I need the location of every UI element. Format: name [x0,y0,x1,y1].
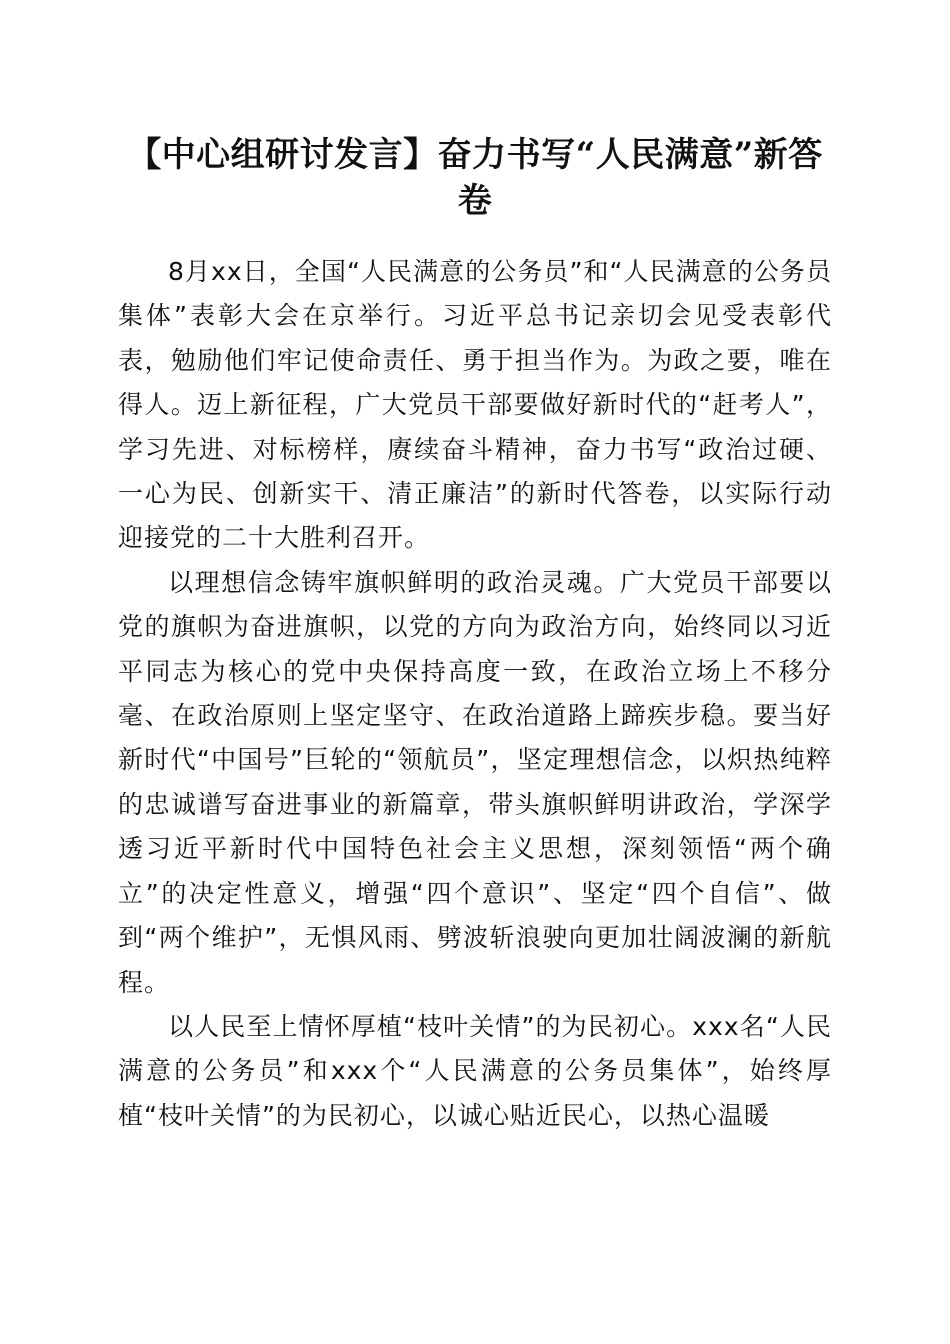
paragraph-2: 以理想信念铸牢旗帜鲜明的政治灵魂。广大党员干部要以党的旗帜为奋进旗帜，以党的方向为政治方向，始终同以习近平同志为核心的党中央保持高度一致，在政治立场上不移分毫、在政治原则上坚定坚守、在政治道路上蹄疾步稳。要当好新时代“中国号”巨轮的“领航员”，坚定理想信念，以炽热纯粹的忠诚谱写奋进事业的新篇章，带头旗帜鲜明讲政治，学深学透习近平新时代中国特色社会主义思想，深刻领悟“两个确立”的决定性意义，增强“四个意识”、坚定“四个自信”、做到“两个维护”，无惧风雨、劈波斩浪驶向更加壮阔波澜的新航程。 [118,567,832,997]
document-title: 【中心组研讨发言】奋力书写“人民满意”新答卷 [127,135,823,221]
paragraph-1: 8月xx日，全国“人民满意的公务员”和“人民满意的公务员集体”表彰大会在京举行。习近平总书记亲切会见受表彰代表，勉励他们牢记使命责任、勇于担当作为。为政之要，唯在得人。迈上新征程，广大党员干部要做好新时代的“赶考人”，学习先进、对标榜样，赓续奋斗精神，奋力书写“政治过硬、一心为民、创新实干、清正廉洁”的新时代答卷，以实际行动迎接党的二十大胜利召开。 [118,257,832,553]
paragraph-3: 以人民至上情怀厚植“枝叶关情”的为民初心。xxx名“人民满意的公务员”和xxx个“人民满意的公务员集体”，始终厚植“枝叶关情”的为民初心，以诚心贴近民心，以热心温暖 [118,1011,832,1130]
document-body [118,250,832,1138]
